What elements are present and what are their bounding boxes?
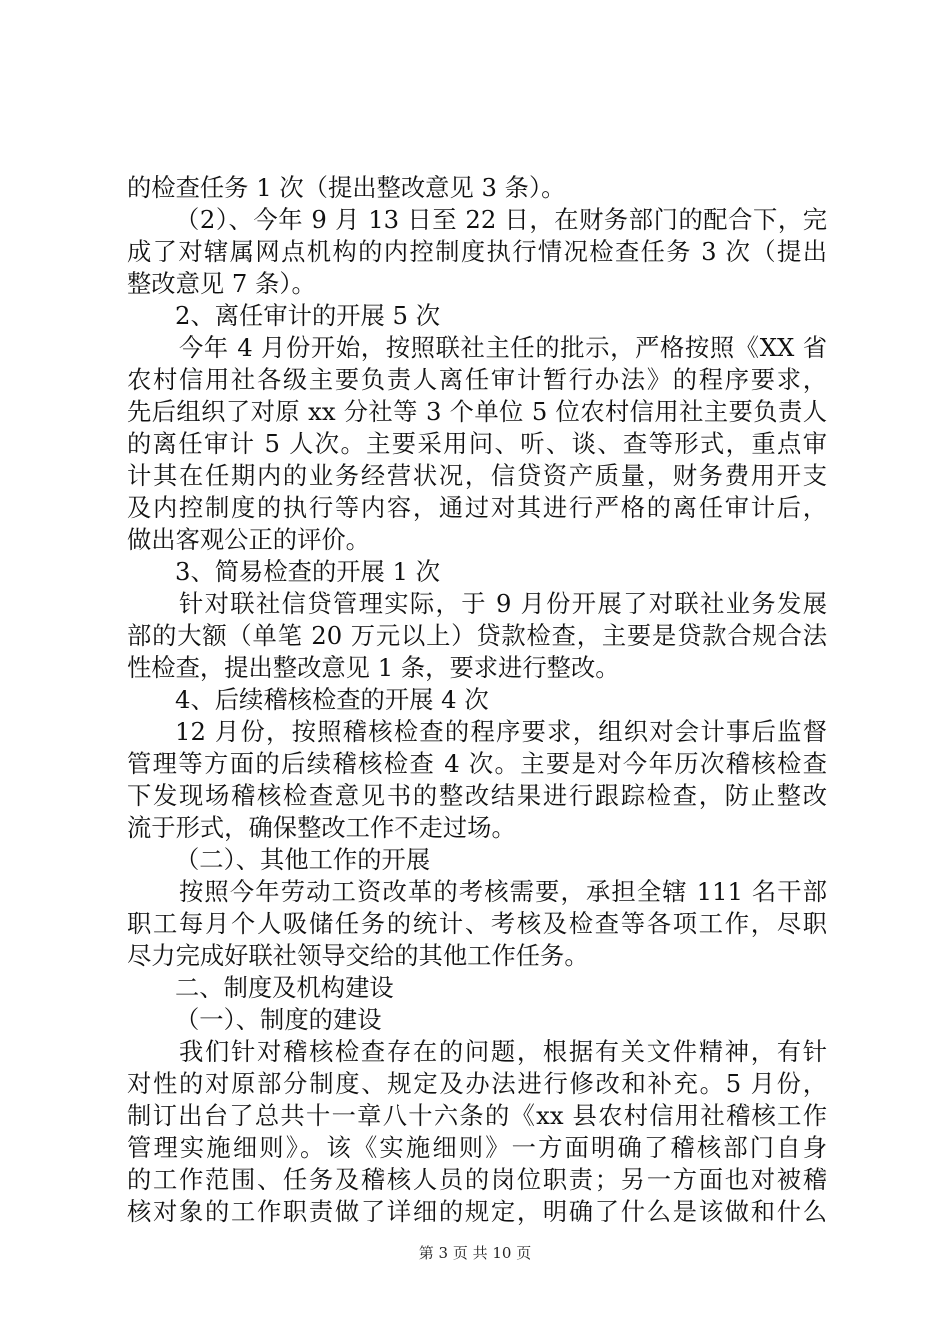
text-line: 12 月份，按照稽核检查的程序要求，组织对会计事后监督 — [175, 717, 827, 746]
text-line: 按照今年劳动工资改革的考核需要，承担全辖 111 名干部 — [179, 877, 827, 906]
text-line: 对性的对原部分制度、规定及办法进行修改和补充。5 月份， — [127, 1069, 827, 1098]
text-line: 尽力完成好联社领导交给的其他工作任务。 — [127, 941, 589, 970]
text-line: 的检查任务 1 次（提出整改意见 3 条）。 — [127, 173, 566, 202]
text-line: 农村信用社各级主要负责人离任审计暂行办法》的程序要求， — [127, 365, 827, 394]
page-number-footer: 第 3 页 共 10 页 — [418, 1244, 532, 1262]
text-line: 先后组织了对原 xx 分社等 3 个单位 5 位农村信用社主要负责人 — [127, 397, 827, 426]
text-line: 核对象的工作职责做了详细的规定，明确了什么是该做和什么 — [127, 1197, 827, 1226]
text-line: 做出客观公正的评价。 — [127, 525, 370, 554]
text-line: 针对联社信贷管理实际，于 9 月份开展了对联社业务发展 — [179, 589, 827, 618]
text-line: 我们针对稽核检查存在的问题，根据有关文件精神，有针 — [179, 1037, 827, 1066]
text-line: 性检查，提出整改意见 1 条，要求进行整改。 — [127, 653, 620, 682]
section-heading: 二、制度及机构建设 — [175, 973, 394, 1002]
text-line: 职工每月个人吸储任务的统计、考核及检查等各项工作，尽职 — [127, 909, 827, 938]
section-heading: 4、后续稽核检查的开展 4 次 — [175, 685, 489, 714]
text-line: 管理等方面的后续稽核检查 4 次。主要是对今年历次稽核检查 — [127, 749, 827, 778]
document-body — [127, 172, 827, 1228]
text-line: 整改意见 7 条）。 — [127, 269, 316, 298]
text-line: （2）、今年 9 月 13 日至 22 日，在财务部门的配合下，完 — [175, 205, 827, 234]
text-line: 成了对辖属网点机构的内控制度执行情况检查任务 3 次（提出 — [127, 237, 827, 266]
text-line: 计其在任期内的业务经营状况，信贷资产质量，财务费用开支 — [127, 461, 827, 490]
text-line: 的工作范围、任务及稽核人员的岗位职责；另一方面也对被稽 — [127, 1165, 827, 1194]
section-heading: （一）、制度的建设 — [175, 1005, 382, 1034]
section-heading: （二）、其他工作的开展 — [175, 845, 431, 874]
text-line: 流于形式，确保整改工作不走过场。 — [127, 813, 516, 842]
text-line: 今年 4 月份开始，按照联社主任的批示，严格按照《XX 省 — [179, 333, 827, 362]
text-line: 部的大额（单笔 20 万元以上）贷款检查，主要是贷款合规合法 — [127, 621, 827, 650]
text-line: 下发现场稽核检查意见书的整改结果进行跟踪检查，防止整改 — [127, 781, 827, 810]
text-line: 制订出台了总共十一章八十六条的《xx 县农村信用社稽核工作 — [127, 1101, 827, 1130]
section-heading: 3、简易检查的开展 1 次 — [175, 557, 441, 586]
text-line: 管理实施细则》。该《实施细则》一方面明确了稽核部门自身 — [127, 1133, 827, 1162]
text-line: 的离任审计 5 人次。主要采用问、听、谈、查等形式，重点审 — [127, 429, 827, 458]
text-line: 及内控制度的执行等内容，通过对其进行严格的离任审计后， — [127, 493, 827, 522]
section-heading: 2、离任审计的开展 5 次 — [175, 301, 441, 330]
